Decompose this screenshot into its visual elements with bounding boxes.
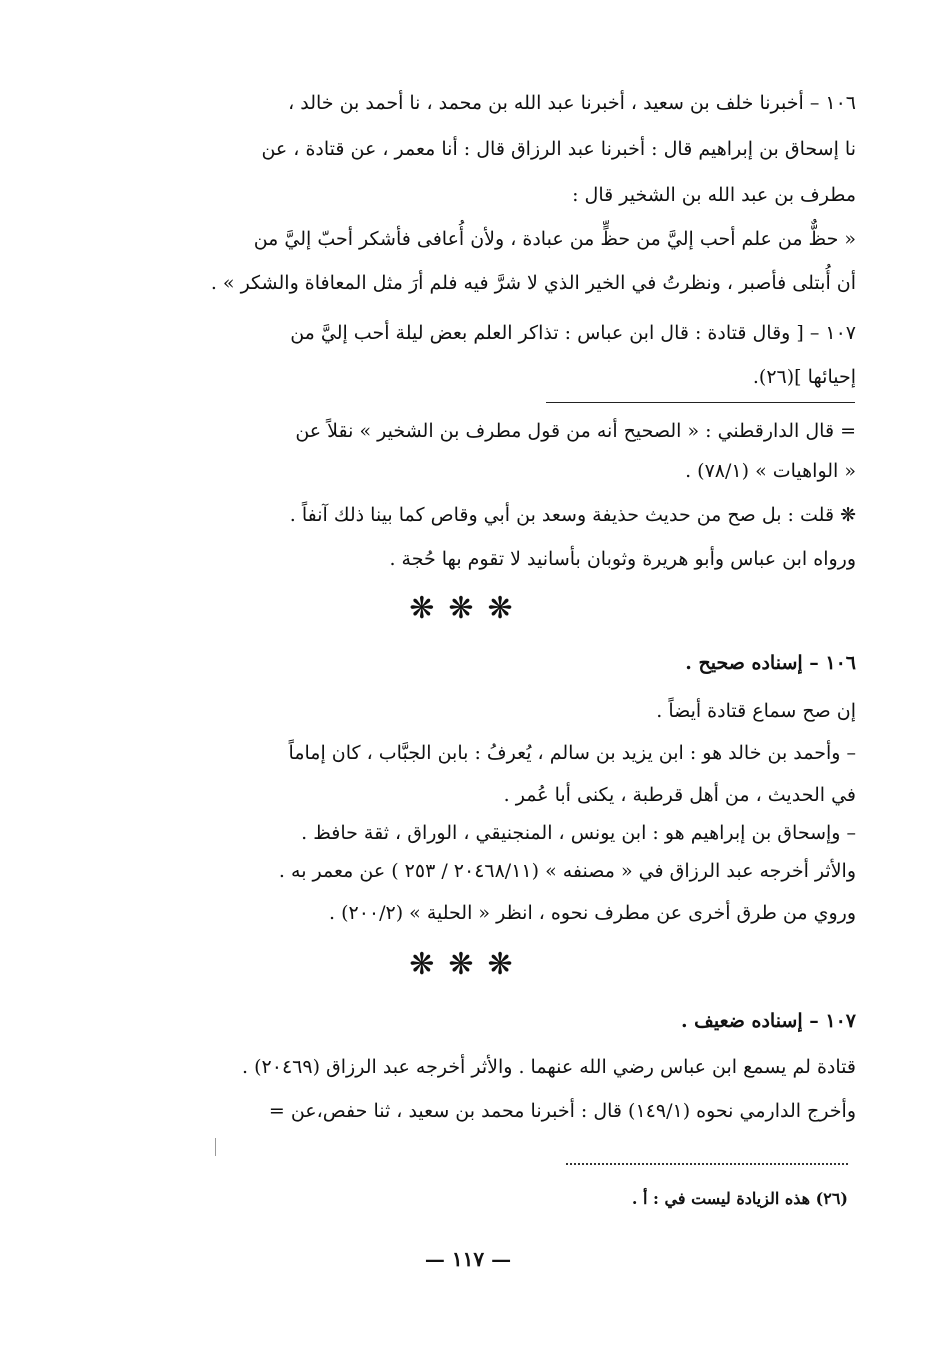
text-line: – وإسحاق بن إبراهيم هو : ابن يونس ، المنجنيقي ، الوراق ، ثقة حافظ . xyxy=(301,822,856,844)
text-line: إن صح سماع قتادة أيضاً . xyxy=(656,700,856,722)
text-line: ١٠٧ – [ وقال قتادة : قال ابن عباس : تذاكر العلم بعض ليلة أحب إليَّ من xyxy=(290,322,856,344)
text-line: = قال الدارقطني : « الصحيح أنه من قول مطرف بن الشخير » نقلاً عن xyxy=(295,420,856,442)
text-line: وروي من طرق أخرى عن مطرف نحوه ، انظر « الحلية » (٢٠٠/٢) . xyxy=(328,902,856,924)
footnote-separator xyxy=(566,1163,848,1165)
text-line: « حظٌّ من علم أحب إليَّ من حظٍّ من عبادة ، ولأن أُعافى فأشكر أحبّ إليَّ من xyxy=(253,228,856,250)
text-line: قتادة لم يسمع ابن عباس رضي الله عنهما . والأثر أخرجه عبد الرزاق (٢٠٤٦٩) . xyxy=(242,1056,856,1078)
text-line: في الحديث ، من أهل قرطبة ، يكنى أبا عُمر . xyxy=(503,784,856,806)
section-divider-stars: ❋❋❋ xyxy=(409,591,527,626)
text-line: ❋ قلت : بل صح من حديث حذيفة وسعد بن أبي وقاص كما بينا ذلك آنفاً . xyxy=(289,504,856,526)
text-line: نا إسحاق بن إبراهيم قال : أخبرنا عبد الرزاق قال : أنا معمر ، عن قتادة ، عن xyxy=(261,138,856,160)
section-heading: ١٠٧ – إسناده ضعيف . xyxy=(680,1010,856,1032)
text-line: أن أُبتلى فأصبر ، ونظرتُ في الخير الذي لا شرَّ فيه فلم أرَ مثل المعافاة والشكر » . xyxy=(210,272,856,294)
text-line: إحيائها ](٢٦). xyxy=(752,366,856,388)
section-heading: ١٠٦ – إسناده صحيح . xyxy=(685,652,856,674)
page-number: — ١١٧ — xyxy=(424,1247,512,1271)
separator-line xyxy=(546,402,855,403)
footnote: (٢٦) هذه الزيادة ليست في : أ . xyxy=(631,1189,848,1208)
scan-mark xyxy=(215,1138,216,1156)
text-line: – وأحمد بن خالد هو : ابن يزيد بن سالم ، يُعرفُ : بابن الجبَّاب ، كان إماماً xyxy=(288,742,856,764)
text-line: مطرف بن عبد الله بن الشخير قال : xyxy=(572,184,856,206)
text-line: ١٠٦ – أخبرنا خلف بن سعيد ، أخبرنا عبد الله بن محمد ، نا أحمد بن خالد ، xyxy=(288,92,856,114)
text-line: وأخرج الدارمي نحوه (١٤٩/١) قال : أخبرنا محمد بن سعيد ، ثنا حفص،عن = xyxy=(268,1100,856,1122)
text-line: ورواه ابن عباس وأبو هريرة وثوبان بأسانيد لا تقوم بها حُجة . xyxy=(389,548,856,570)
section-divider-stars: ❋❋❋ xyxy=(409,947,527,982)
text-line: والأثر أخرجه عبد الرزاق في « مصنفه » (٢٠٤٦٨/١١ / ٢٥٣ ) عن معمر به . xyxy=(278,860,856,882)
text-line: « الواهيات » (٧٨/١) . xyxy=(685,460,856,482)
